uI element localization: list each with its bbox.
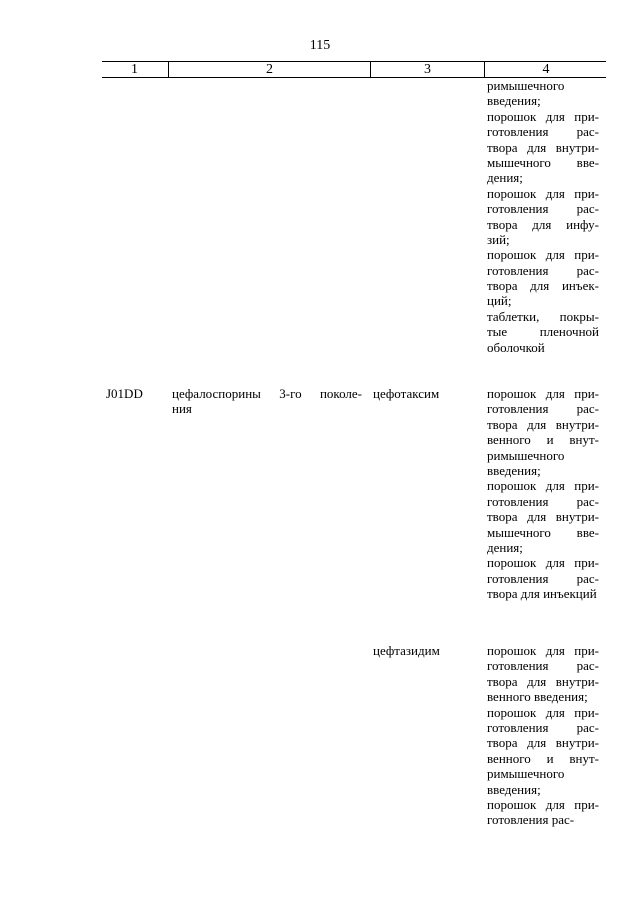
dosage-form-line: готовления рас-: [487, 401, 599, 417]
dosage-form-line: порошок для при-: [487, 643, 599, 658]
dosage-form-line: твора для инъекций: [487, 586, 597, 602]
dosage-form-line: римышечного: [487, 447, 565, 463]
dosage-form-line: порошок для при-: [487, 478, 599, 494]
page-number: 115: [309, 38, 331, 53]
dosage-form-line: готовления рас-: [487, 262, 599, 278]
dosage-form-line: ций;: [487, 293, 512, 309]
dosage-form-line: порошок для при-: [487, 704, 599, 720]
dosage-form-line: порошок для при-: [487, 108, 599, 124]
dosage-form-line: готовления рас-: [487, 124, 599, 140]
group-line: цефалоспорины 3-го поколе-: [172, 386, 362, 401]
dosage-form-line: готовления рас-: [487, 658, 599, 674]
column-header-2: 2: [168, 62, 370, 77]
dosage-form-line: зий;: [487, 231, 510, 247]
dosage-form-line: таблетки, покры-: [487, 308, 599, 324]
drug-name: цефтазидим: [373, 643, 440, 658]
column-header-1: 1: [131, 62, 138, 77]
dosage-form-line: твора для инфу-: [487, 216, 599, 232]
dosage-form-line: дения;: [487, 170, 523, 186]
dosage-form-line: введения;: [487, 462, 541, 478]
continued-dosage-forms: [487, 78, 599, 355]
dosage-form-line: оболочкой: [487, 339, 545, 355]
dosage-form-line: готовления рас-: [487, 570, 599, 586]
drug-dosage-forms: [487, 643, 599, 828]
group-line: ния: [172, 401, 192, 417]
dosage-form-line: порошок для при-: [487, 796, 599, 812]
table-header-row: [102, 61, 606, 78]
dosage-form-line: венного введения;: [487, 689, 588, 705]
dosage-form-line: мышечного вве-: [487, 154, 599, 170]
drug-name: цефотаксим: [373, 386, 440, 401]
dosage-form-line: мышечного вве-: [487, 524, 599, 540]
dosage-form-line: твора для инъек-: [487, 278, 599, 294]
column-header-3: 3: [370, 62, 484, 77]
dosage-form-line: твора для внутри-: [487, 139, 599, 155]
dosage-form-line: готовления рас-: [487, 719, 599, 735]
dosage-form-line: порошок для при-: [487, 247, 599, 263]
dosage-form-line: готовления рас-: [487, 201, 599, 217]
dosage-form-line: введения;: [487, 781, 541, 797]
atc-code: J01DD: [106, 386, 143, 401]
column-header-4: 4: [484, 62, 607, 77]
dosage-form-line: венного и внут-: [487, 750, 599, 766]
dosage-form-line: введения;: [487, 93, 541, 109]
pharmacological-group: [172, 386, 362, 417]
dosage-form-line: готовления рас-: [487, 493, 599, 509]
dosage-form-line: твора для внутри-: [487, 509, 599, 525]
dosage-form-line: дения;: [487, 539, 523, 555]
dosage-form-line: готовления рас-: [487, 812, 575, 828]
dosage-form-line: порошок для при-: [487, 386, 599, 401]
dosage-form-line: порошок для при-: [487, 185, 599, 201]
dosage-form-line: тые пленочной: [487, 324, 599, 340]
dosage-form-line: твора для внутри-: [487, 673, 599, 689]
dosage-form-line: порошок для при-: [487, 555, 599, 571]
dosage-form-line: венного и внут-: [487, 432, 599, 448]
dosage-form-line: римышечного: [487, 766, 565, 782]
dosage-form-line: твора для внутри-: [487, 735, 599, 751]
dosage-form-line: римышечного: [487, 78, 565, 93]
dosage-form-line: твора для внутри-: [487, 416, 599, 432]
drug-dosage-forms: [487, 386, 599, 601]
